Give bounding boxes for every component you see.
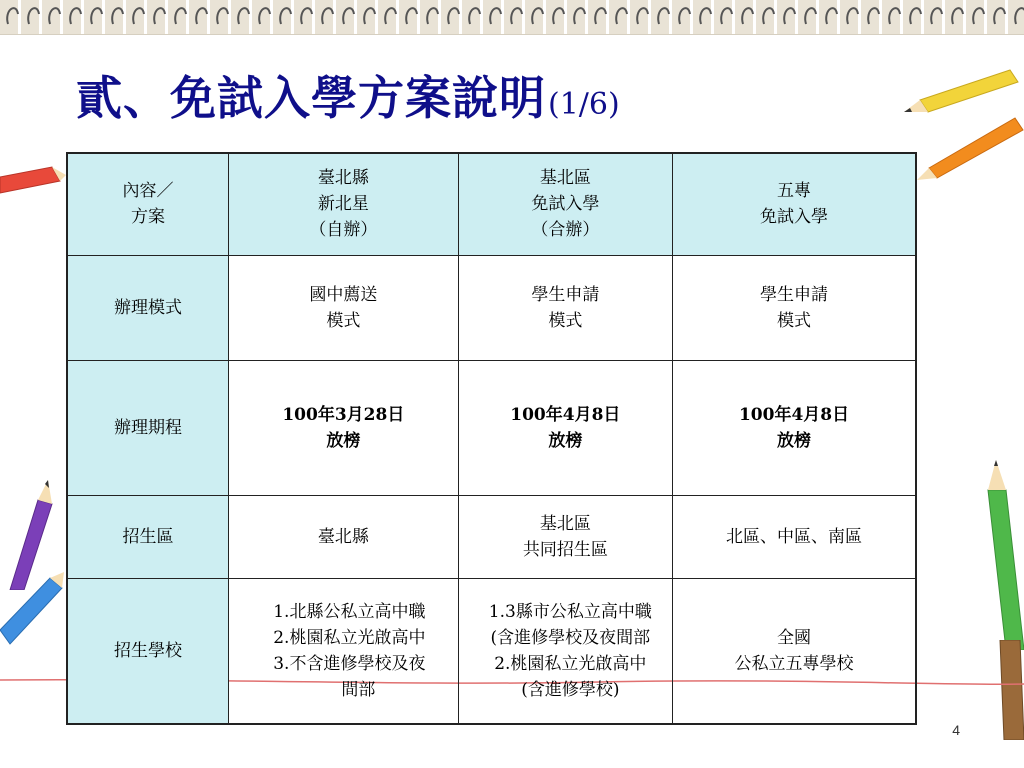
binding-ring-icon bbox=[847, 8, 858, 24]
binding-ring-icon bbox=[910, 8, 921, 24]
table-row bbox=[67, 360, 916, 495]
binding-ring-icon bbox=[658, 8, 669, 24]
binding-ring-icon bbox=[406, 8, 417, 24]
binding-ring-icon bbox=[574, 8, 585, 24]
header-line: 新北星 bbox=[317, 194, 369, 215]
cell-line: 基北區 bbox=[539, 513, 591, 534]
binding-ring-icon bbox=[973, 8, 984, 24]
title-page-indicator: (1/6) bbox=[548, 87, 620, 122]
binding-ring-icon bbox=[805, 8, 816, 24]
cell-line: (含進修學校) bbox=[521, 679, 620, 700]
binding-ring-icon bbox=[931, 8, 942, 24]
red-pencil-icon bbox=[0, 165, 66, 205]
binding-ring-icon bbox=[532, 8, 543, 24]
column-header-keelung-taipei bbox=[458, 153, 673, 255]
cell-line: 模式 bbox=[548, 310, 583, 331]
cell-line: 放榜 bbox=[548, 430, 583, 451]
header-line: 免試入學 bbox=[760, 207, 829, 228]
cell-line: 放榜 bbox=[326, 430, 361, 451]
page-number: 4 bbox=[952, 722, 960, 738]
binding-ring-icon bbox=[49, 8, 60, 24]
table-cell bbox=[673, 255, 916, 360]
cell-line: 模式 bbox=[326, 310, 361, 331]
table-cell bbox=[458, 578, 673, 724]
cell-line: 間部 bbox=[341, 679, 376, 700]
cell-line: 全國 bbox=[777, 627, 812, 648]
cell-line: 共同招生區 bbox=[522, 539, 608, 560]
binding-ring-icon bbox=[742, 8, 753, 24]
binding-ring-icon bbox=[259, 8, 270, 24]
binding-ring-icon bbox=[28, 8, 39, 24]
cell-line: 國中薦送 bbox=[309, 284, 378, 305]
cell-line: 模式 bbox=[777, 310, 812, 331]
binding-ring-icon bbox=[217, 8, 228, 24]
binding-ring-icon bbox=[301, 8, 312, 24]
binding-ring-icon bbox=[196, 8, 207, 24]
binding-ring-icon bbox=[784, 8, 795, 24]
binding-ring-icon bbox=[994, 8, 1005, 24]
blue-pencil-icon bbox=[0, 570, 66, 650]
binding-ring-icon bbox=[826, 8, 837, 24]
cell-line: 公私立五專學校 bbox=[734, 653, 854, 674]
column-header-five-year-college bbox=[673, 153, 916, 255]
cell-line: 100年4月8日 bbox=[738, 404, 850, 425]
binding-ring-icon bbox=[763, 8, 774, 24]
cell-line: 1.3縣市公私立高中職 bbox=[488, 601, 652, 622]
binding-rings-icon bbox=[0, 0, 1024, 30]
table-cell bbox=[673, 495, 916, 578]
title-block bbox=[76, 62, 620, 128]
cell-line: 3.不含進修學校及夜 bbox=[273, 653, 426, 674]
row-label-mode: 辦理模式 bbox=[67, 255, 229, 360]
header-line: 五專 bbox=[777, 181, 812, 202]
header-line: 免試入學 bbox=[531, 194, 600, 215]
binding-ring-icon bbox=[91, 8, 102, 24]
table-cell bbox=[458, 360, 673, 495]
binding-ring-icon bbox=[322, 8, 333, 24]
cell-line: (含進修學校及夜間部 bbox=[490, 627, 651, 648]
binding-ring-icon bbox=[7, 8, 18, 24]
binding-ring-icon bbox=[385, 8, 396, 24]
header-line: （自辦） bbox=[309, 220, 378, 241]
binding-ring-icon bbox=[721, 8, 732, 24]
binding-ring-icon bbox=[553, 8, 564, 24]
cell-line: 放榜 bbox=[777, 430, 812, 451]
binding-ring-icon bbox=[343, 8, 354, 24]
cell-line: 1.北縣公私立高中職 bbox=[273, 601, 426, 622]
cell-line: 臺北縣 bbox=[317, 526, 369, 547]
table-cell bbox=[458, 495, 673, 578]
column-header-taipei-county bbox=[229, 153, 458, 255]
binding-ring-icon bbox=[679, 8, 690, 24]
page-title: 貳、免試入學方案說明 bbox=[76, 71, 546, 125]
row-label-schools: 招生學校 bbox=[67, 578, 229, 724]
binding-ring-icon bbox=[490, 8, 501, 24]
binding-ring-icon bbox=[889, 8, 900, 24]
table-cell bbox=[458, 255, 673, 360]
binding-ring-icon bbox=[133, 8, 144, 24]
cell-line: 100年3月28日 bbox=[282, 404, 405, 425]
table-corner-cell bbox=[67, 153, 229, 255]
row-label-schedule: 辦理期程 bbox=[67, 360, 229, 495]
binding-ring-icon bbox=[1015, 8, 1024, 24]
binding-ring-icon bbox=[868, 8, 879, 24]
cell-line: 北區、中區、南區 bbox=[726, 526, 863, 547]
binding-ring-icon bbox=[427, 8, 438, 24]
cell-line: 2.桃園私立光啟高中 bbox=[494, 653, 647, 674]
binding-ring-icon bbox=[700, 8, 711, 24]
header-line: 基北區 bbox=[539, 168, 591, 189]
header-line: 臺北縣 bbox=[317, 168, 369, 189]
notebook-binding bbox=[0, 0, 1024, 35]
row-label-district: 招生區 bbox=[67, 495, 229, 578]
binding-ring-icon bbox=[154, 8, 165, 24]
corner-line: 內容／ bbox=[122, 181, 174, 202]
table-cell bbox=[229, 495, 458, 578]
binding-ring-icon bbox=[448, 8, 459, 24]
admission-plan-table bbox=[66, 152, 917, 725]
table-cell bbox=[229, 360, 458, 495]
cell-line: 學生申請 bbox=[760, 284, 829, 305]
orange-pencil-icon bbox=[915, 110, 1024, 180]
table-header-row bbox=[67, 153, 916, 255]
binding-ring-icon bbox=[637, 8, 648, 24]
table-cell bbox=[673, 360, 916, 495]
corner-line: 方案 bbox=[131, 207, 166, 228]
binding-ring-icon bbox=[280, 8, 291, 24]
cell-line: 2.桃園私立光啟高中 bbox=[273, 627, 426, 648]
binding-ring-icon bbox=[175, 8, 186, 24]
header-line: （合辦） bbox=[531, 220, 600, 241]
binding-ring-icon bbox=[616, 8, 627, 24]
cell-line: 100年4月8日 bbox=[510, 404, 621, 425]
binding-ring-icon bbox=[70, 8, 81, 24]
table-cell bbox=[229, 578, 458, 724]
cell-line: 學生申請 bbox=[531, 284, 600, 305]
binding-ring-icon bbox=[595, 8, 606, 24]
table-row bbox=[67, 495, 916, 578]
binding-ring-icon bbox=[511, 8, 522, 24]
binding-ring-icon bbox=[469, 8, 480, 24]
table-row bbox=[67, 255, 916, 360]
table-cell bbox=[673, 578, 916, 724]
binding-ring-icon bbox=[238, 8, 249, 24]
table-row bbox=[67, 578, 916, 724]
table-cell bbox=[229, 255, 458, 360]
green-pencil-icon bbox=[966, 450, 1024, 650]
binding-ring-icon bbox=[364, 8, 375, 24]
binding-ring-icon bbox=[952, 8, 963, 24]
binding-ring-icon bbox=[112, 8, 123, 24]
